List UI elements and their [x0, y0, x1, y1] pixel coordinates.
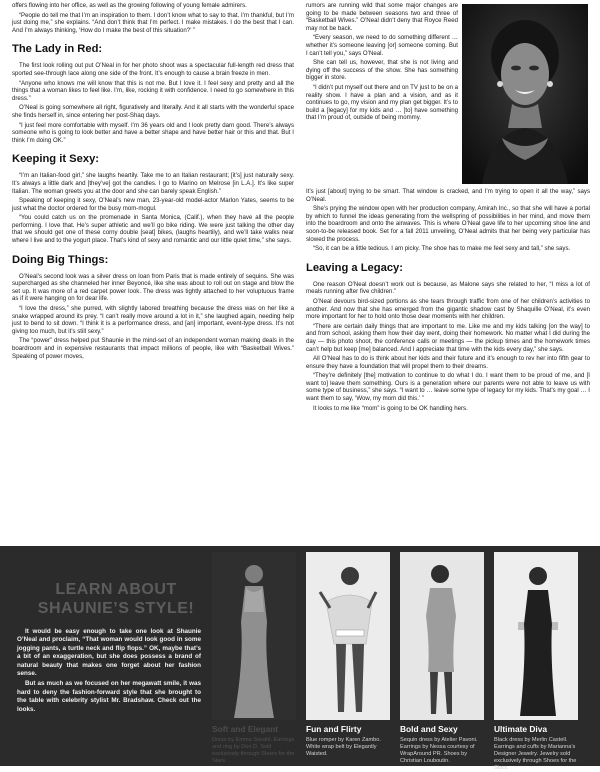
look-ultimate-diva [494, 552, 578, 772]
body-paragraph: O’Neal’s second look was a silver dress on loan from Paris that is made entirely of sequins. She was supercharged as she channeled her inner Beyoncé, like she was about to roll out on stage and blow the set up. It was more of a red carpet power look. The dress was tightly attached to her voluptuous frame as if it were hanging on for dear life. [12, 272, 294, 303]
body-paragraph: One reason O’Neal doesn’t work out is because, as Malone says she related to her, “I miss a lot of meals running after five children.” [306, 280, 590, 296]
body-paragraph: It’s just [about] trying to be smart. That window is cracked, and I’m trying to open it all the way,” says O’Neal. [306, 188, 590, 203]
body-paragraph: She’s prying the window open with her production company, Amirah Inc., so that she will have a portal by which to funnel the ideas generating from the wellspring of possibilities in her mind, and move them into the boardroom and onto the airwaves. This is where O’Neal gave life to her upcoming shoe line and soon-to-be released book. Set for a fall 2011 unveiling, O’Neal admits that her being very particular has slowed the process. [306, 205, 590, 243]
section-heading-leaving-a-legacy: Leaving a Legacy: [306, 261, 403, 274]
look-caption: Sequin dress by Atelier Pavoni. Earrings by Nessa courtesy of WrapAround PR. Shoes by Christian Louboutin. [400, 737, 478, 764]
section-heading-lady-in-red: The Lady in Red: [12, 43, 103, 56]
intro-paragraph: “People do tell me that I’m an inspiration to them. I don’t know what to say to that. I’m thankful, but I’m just doing me,” she explains. “And don’t think that I’m perfect. I make mistakes. I do the best that I can. And I’m always thinking, ‘How do I make the best of this situation?’ ” [12, 11, 294, 34]
right-article-column [306, 188, 590, 414]
left-article-column [12, 2, 294, 362]
look-illustration [212, 552, 296, 720]
body-paragraph: All O’Neal has to do is think about her kids and their future and it’s enough to rev her into fifth gear to ensure they have a foundation that will propel them to their dreams. [306, 355, 590, 370]
body-paragraph: “They’re definitely [the] motivation to continue to do what I do. I want them to be proud of me, and [I want to] leave them something. Ours is a generation where our parents were not able to leave us with some type of business,” she says. “I want to … leave some type of legacy for my kids. That’s my goal … I want them to say, ‘Wow, my mom did this.’ ” [306, 372, 590, 403]
style-intro-paragraph: It would be easy enough to take one look at Shaunie O’Neal and proclaim, “That woman would look good in some jogging pants, a turtle neck and flip flops.” OK, maybe that’s a bit of an exaggeration, but she does possess a brand of natural beauty that makes one forget about her fashion sense. [17, 628, 201, 678]
look-title: Fun and Flirty [306, 724, 362, 734]
body-paragraph: “Anyone who knows me will know that this is not me. But I love it. I feel sexy and pretty and all the things that a woman likes to feel like. I’m, like, rocking it with confidence. I need to go somewhere in this dress.” [12, 79, 294, 102]
body-paragraph: Speaking of keeping it sexy, O’Neal’s new man, 23-year-old model-actor Marlon Yates, seems to be just what the doctor ordered for the busy mom-mogul. [12, 197, 294, 212]
look-title: Ultimate Diva [494, 724, 548, 734]
look-photo [494, 552, 578, 720]
right-top-column [306, 2, 458, 124]
body-paragraph: “You could catch us on the promenade in Santa Monica, (Calif.), when they have all the people performing. I love that. He’s super athletic and we’ll go bike riding. We were just talking the other day that we should get one of these corny double [seat] bikes, (laughs heartily), and we’ll take walks near where I live and to the yogurt place. That’s kind of sexy and romantic and our little quiet time,” she says. [12, 214, 294, 245]
portrait-photo [462, 4, 588, 184]
look-fun-and-flirty [306, 552, 390, 758]
body-paragraph: “So, it can be a little tedious. I am picky. The shoe has to make me feel sexy and tall,” she says. [313, 245, 571, 253]
body-paragraph: The “power” dress helped put Shaunie in the mind-set of an independent woman making deals in the boardroom and in expensive restaurants that impact millions of people, like with “Basketball Wives.” Speaking of power moves, [12, 337, 294, 360]
body-paragraph: “I love the dress,” she purred, with slightly labored breathing because the dress was on her like a snake wrapped around its prey. “I can’t really move around a lot in it,” she laughed again, needing help just to bend to sit down. “I think it is a performance dress, and [an] important, event-type dress. It’s not giving too much, but it’s still sexy.” [12, 305, 294, 335]
body-paragraph: “Every season, we need to do something different … whether it’s someone leaving [or] someone coming. But I can’t tell you,” says O’Neal. [306, 34, 458, 57]
section-heading-doing-big-things: Doing Big Things: [12, 253, 109, 266]
body-paragraph: “I didn’t put myself out there and on TV just to be on a reality show. I have a plan and a vision, and as it continues to go, my vision and my plan get bigger. It’s to build a [legacy] for my kids and … [to] have something that I’m proud of, outside of being mommy. [306, 83, 458, 122]
portrait-illustration [462, 4, 588, 184]
body-paragraph: O’Neal devours bird-sized portions as she tears through traffic from one of her children’s activities to another. And now that she has emerged from the gigantic shadow cast by Shaquille O’Neal, it’s even more important for her to hold onto those dear moments with her children. [306, 297, 590, 321]
look-caption: Blue romper by Karen Zambo. White wrap belt by Elegantly Waisted. [306, 737, 381, 757]
look-caption: Black dress by Merlin Castell. Earrings and cuffs by Marianna’s Designer Jewelry. Jewelry sold exclusively through Shoes for the Stars. [494, 737, 577, 771]
style-intro-paragraph: But as much as we focused on her megawatt smile, it was hard to deny the fashion-forward style that she brought to the table with celebrity stylist Mr. Bradshaw. Check out the looks. [17, 680, 201, 713]
look-caption: Dress by Emma Savahl. Earrings and ring by Don D. Sold exclusively through Shoes for the Stars. [212, 737, 295, 764]
body-paragraph: “I’m an Italian-food girl,” she laughs heartily. Take me to an Italian restaurant; [it’s] just naturally sexy. It’s always a little dark and [they’ve] got the candles. I go to Marino on Melrose [in L.A.]. It’s like super Italian. The woman greets you at the door and she can barely speak English.” [12, 172, 294, 195]
body-paragraph: She can tell us, however, that she is not living and dying off the success of the show. She has something bigger in store. [306, 59, 458, 82]
look-illustration [306, 552, 390, 720]
intro-paragraph: offers flowing into her office, as well as the growing following of young female admirers. [12, 2, 247, 9]
body-paragraph: “There are certain daily things that are important to me. Like me and my kids talking [on the way] to and from school, asking them how their day went, doing their homework. No matter what I did during the day — this photo shoot, the conference calls or meetings — the pickup times and the homework times can’t help but keep [me] balanced. And I appreciate that time with the kids every day,” she says. [306, 322, 590, 353]
look-photo [306, 552, 390, 720]
look-title: Bold and Sexy [400, 724, 458, 734]
look-photo [212, 552, 296, 720]
body-paragraph: It looks to me like “mom” is going to be OK handling hers. [313, 404, 468, 412]
section-heading-keeping-it-sexy: Keeping it Sexy: [12, 153, 100, 166]
body-paragraph: rumors are running wild that some major changes are going to be made between seasons two and three of “Basketball Wives.” O’Neal didn’t deny that Royce Reed may not be back. [306, 2, 458, 32]
style-band-intro [17, 628, 201, 716]
look-title: Soft and Elegant [212, 724, 279, 734]
look-photo [400, 552, 484, 720]
style-band-headline: LEARN ABOUT SHAUNIE’S STYLE! [37, 581, 195, 617]
look-bold-and-sexy [400, 552, 484, 765]
body-paragraph: O’Neal is going somewhere all right, figuratively and literally. And it all starts with the wonderful space she finds herself in, since entering her post-Shaq days. [12, 104, 294, 119]
body-paragraph: “I just feel more comfortable with myself. I’m 36 years old and I look pretty darn good. There’s always someone who is going to look better and have a better shape and have better hair or this and that. But I think I’m doing OK.” [12, 121, 294, 144]
look-illustration [494, 552, 578, 720]
look-soft-and-elegant [212, 552, 296, 765]
look-illustration [400, 552, 484, 720]
body-paragraph: The first look rolling out put O’Neal in for her photo shoot was a spectacular full-length red dress that sported see-through lace along one side of the front. It’s enough to cause a brain freeze in men. [12, 62, 294, 77]
